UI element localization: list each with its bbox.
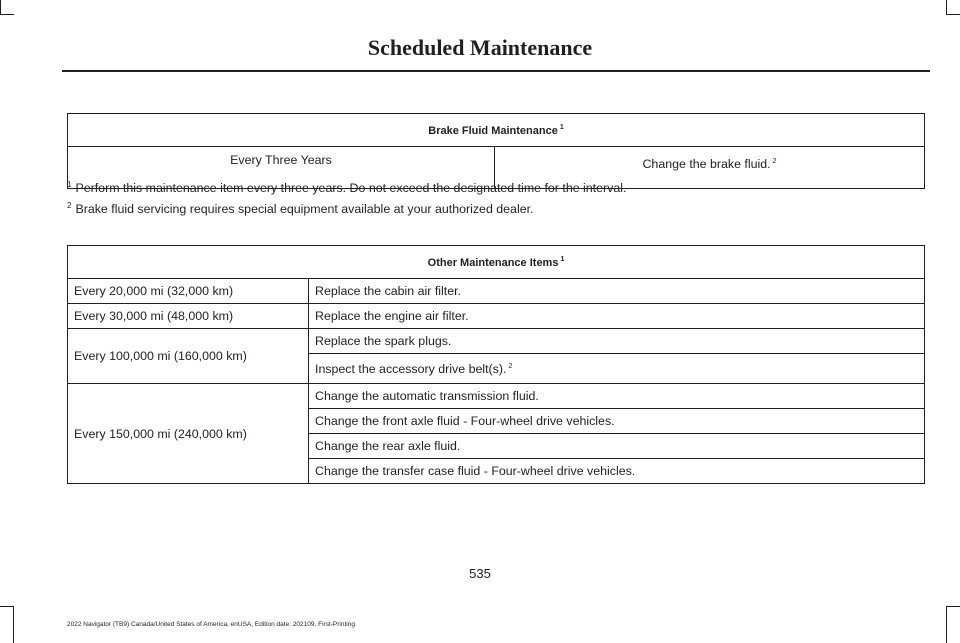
footnote-ref: 2 xyxy=(508,362,513,370)
interval-cell: Every 150,000 mi (240,000 km) xyxy=(68,384,309,484)
crop-mark xyxy=(13,606,14,643)
interval-cell: Every 30,000 mi (48,000 km) xyxy=(68,304,309,329)
crop-mark xyxy=(0,0,1,14)
action-cell: Change the front axle fluid - Four-wheel drive vehicles. xyxy=(309,409,925,434)
table-title: Other Maintenance Items $^1$ xyxy=(68,246,925,279)
table-title: Brake Fluid Maintenance $^1$ xyxy=(68,114,925,147)
footnote-ref: 1 xyxy=(559,123,564,131)
crop-mark xyxy=(946,606,960,607)
action-cell: Replace the cabin air filter. xyxy=(309,279,925,304)
table-row xyxy=(68,329,925,354)
footnote: $^1$ Perform this maintenance item every three years. Do not exceed the designated time for the interval. xyxy=(67,180,627,195)
action-cell: Change the automatic transmission fluid. xyxy=(309,384,925,409)
crop-mark xyxy=(0,14,14,15)
footnote: $^2$ Brake fluid servicing requires special equipment available at your authorized dealer. xyxy=(67,201,534,216)
action-cell: Change the rear axle fluid. xyxy=(309,434,925,459)
footnote-ref: 2 xyxy=(772,158,777,165)
brake-fluid-table xyxy=(67,113,925,189)
crop-mark xyxy=(946,0,947,14)
interval-cell: Every 100,000 mi (160,000 km) xyxy=(68,329,309,384)
action-cell: Replace the engine air filter. xyxy=(309,304,925,329)
table-row xyxy=(68,384,925,409)
footnote-ref: 1 xyxy=(560,255,565,263)
table-row xyxy=(68,279,925,304)
action-cell: Change the transfer case fluid - Four-wheel drive vehicles. xyxy=(309,459,925,484)
page-title: Scheduled Maintenance xyxy=(367,35,593,60)
header-rule xyxy=(62,70,930,72)
action-cell: Change the brake fluid. $^2$ xyxy=(495,147,925,189)
table-row xyxy=(68,304,925,329)
table-header-row xyxy=(68,114,925,147)
other-maintenance-table xyxy=(67,245,925,484)
interval-cell: Every 20,000 mi (32,000 km) xyxy=(68,279,309,304)
interval-cell: Every Three Years xyxy=(68,147,495,189)
crop-mark xyxy=(946,14,960,15)
footer-edition: 2022 Navigator (TB9) Canada/United States of America, enUSA, Edition date: 202109, First-Printing xyxy=(67,621,355,628)
crop-mark xyxy=(0,606,14,607)
action-cell: Replace the spark plugs. xyxy=(309,329,925,354)
page-number: 535 xyxy=(469,566,491,581)
action-cell: Inspect the accessory drive belt(s). $^2$ xyxy=(309,354,925,384)
table-header-row xyxy=(68,246,925,279)
crop-mark xyxy=(946,606,947,643)
